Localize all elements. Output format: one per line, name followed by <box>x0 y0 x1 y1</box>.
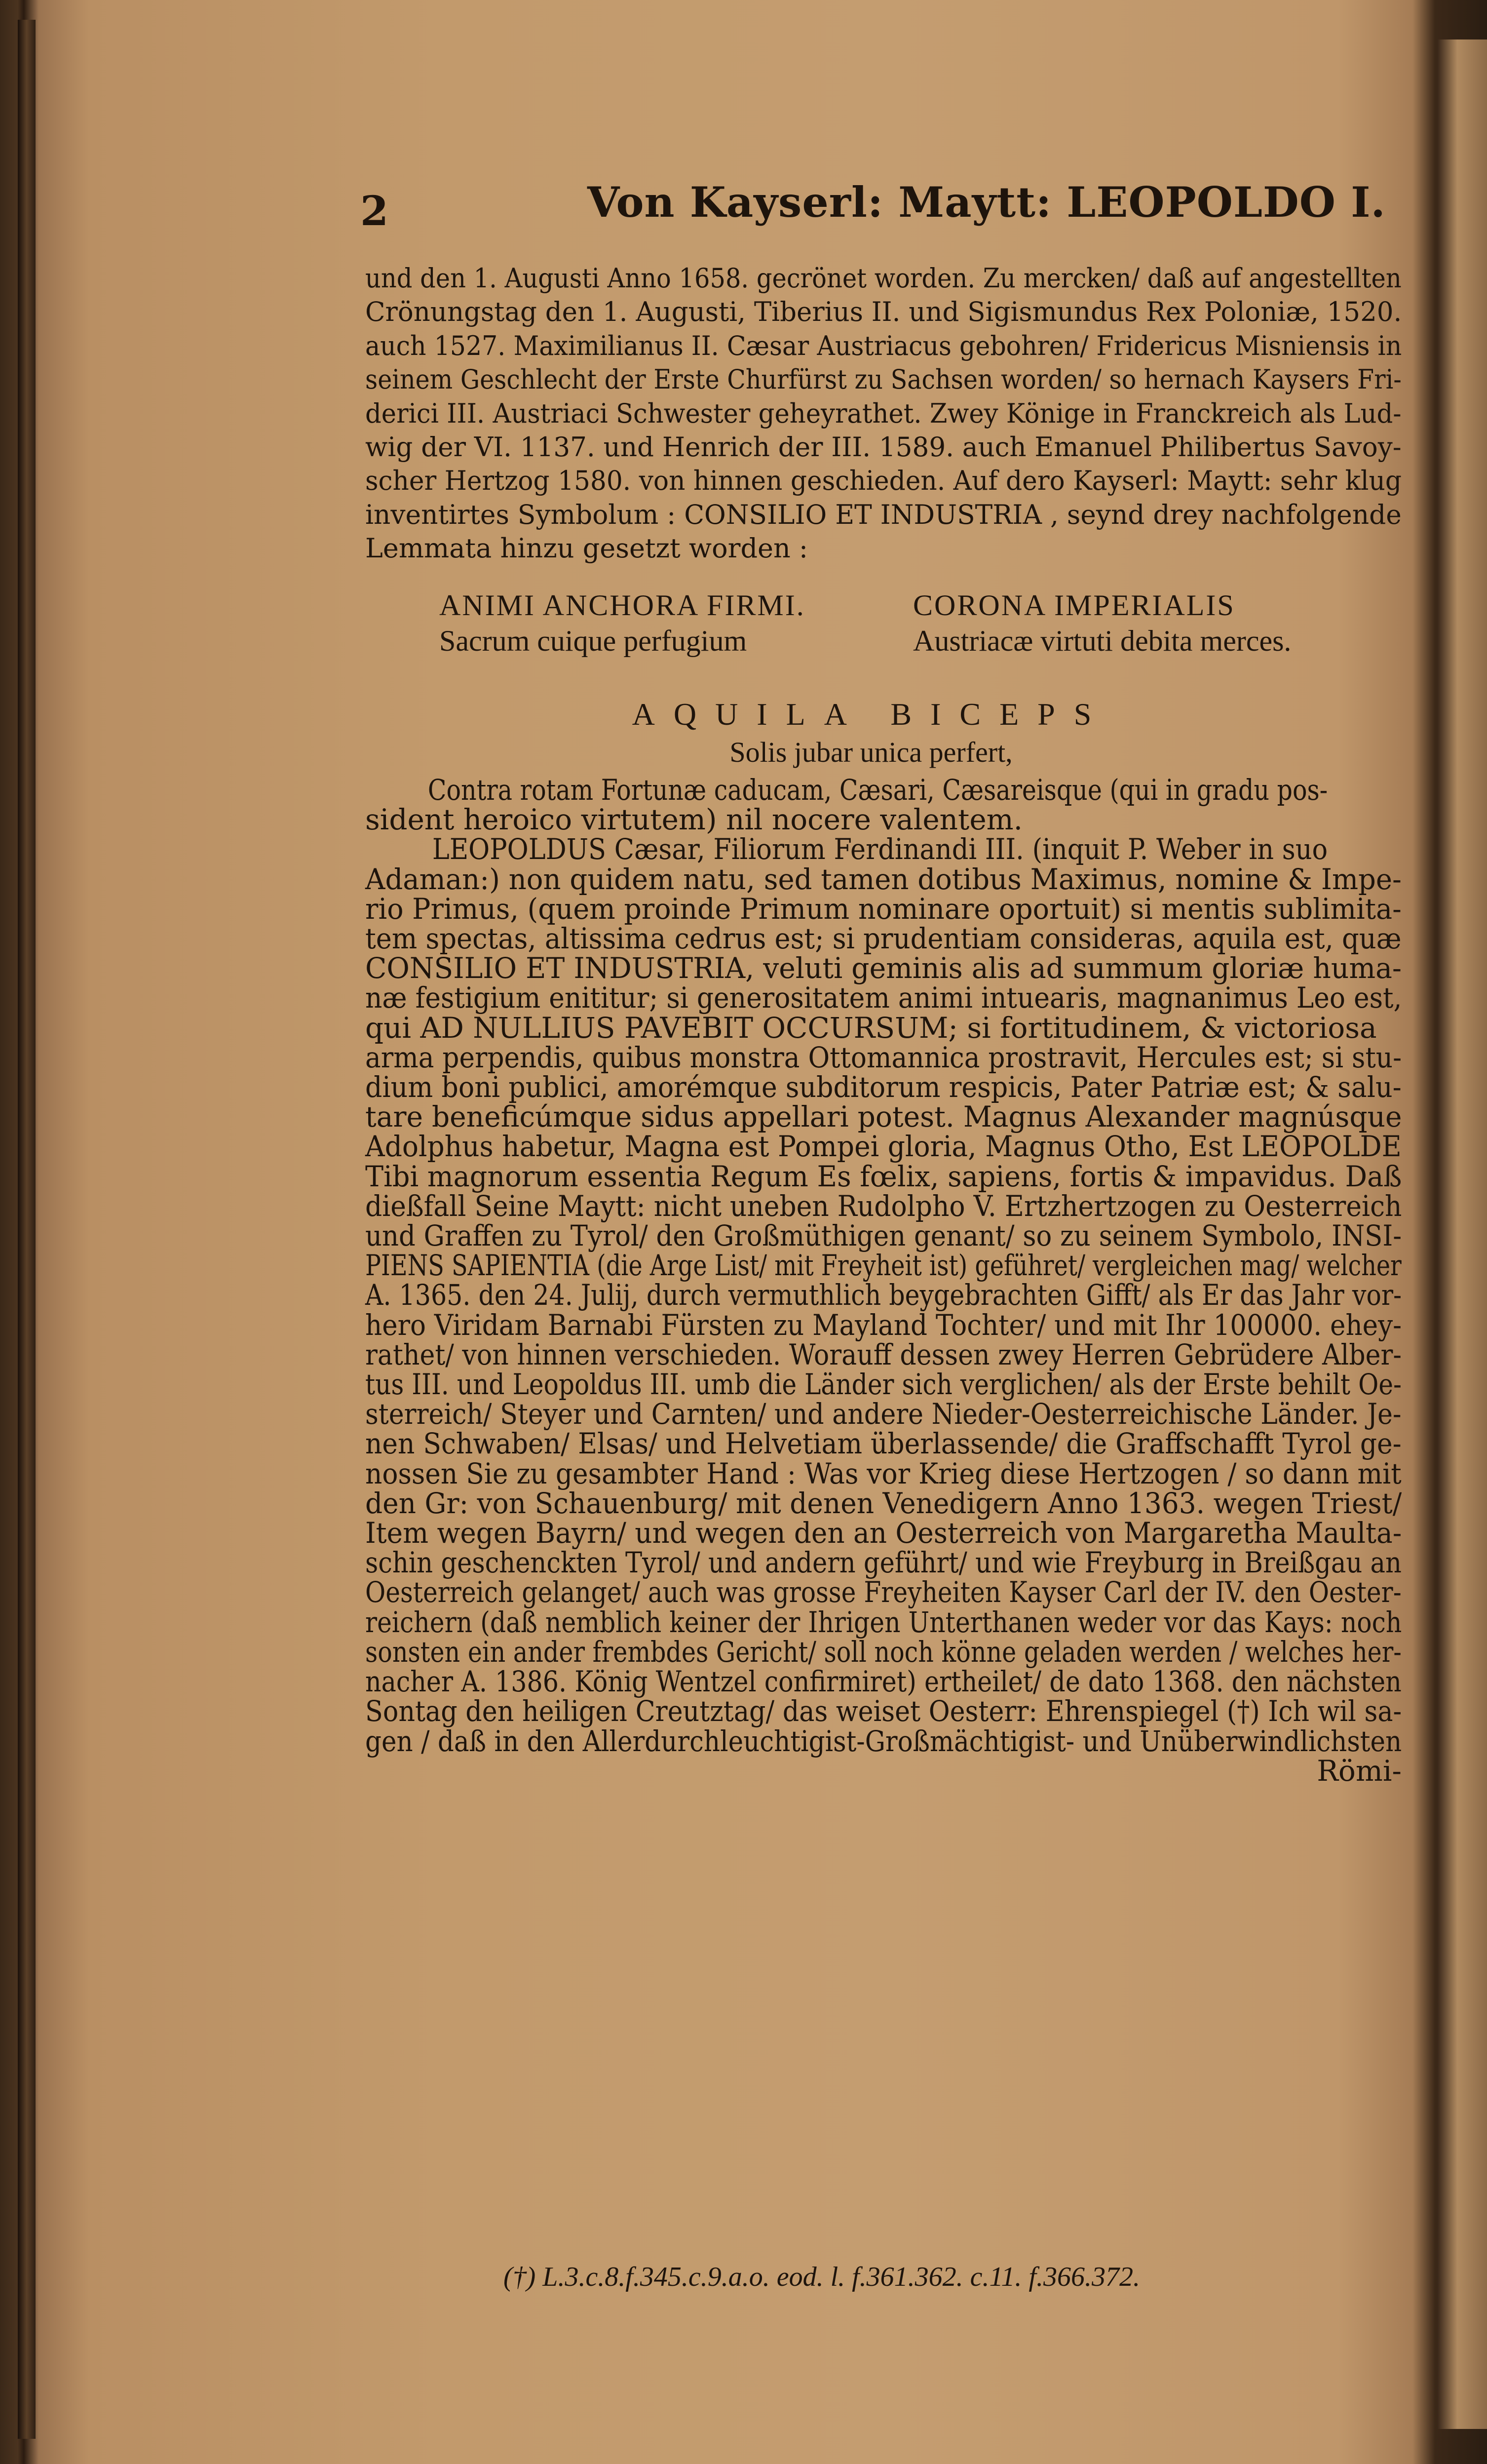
text-line: nossen Sie zu gesambter Hand : Was vor Krieg diese Hertzogen / so dann mit <box>365 1456 1402 1490</box>
text-line: Adolphus habetur, Magna est Pompei gloria, Magnus Otho, Est LEOPOLDE <box>365 1130 1402 1164</box>
lemma-anchora <box>439 587 933 659</box>
text-line: tare beneficúmque sidus appellari potest. Magnus Alexander magnúsque <box>365 1100 1402 1134</box>
text-line: tem spectas, altissima cedrus est; si prudentiam consideras, aquila est, quæ <box>365 922 1402 956</box>
text-line: derici III. Austriaci Schwester geheyrathet. Zwey Könige in Franckreich als Lud- <box>365 397 1402 429</box>
catchword: Römi- <box>1317 1754 1402 1788</box>
text-line: sterreich/ Steyer und Carnten/ und andere Nieder-Oesterreichische Länder. Je- <box>365 1397 1402 1431</box>
text-line: qui AD NULLIUS PAVEBIT OCCURSUM; si fortitudinem, & victoriosa <box>365 1011 1377 1045</box>
text-line: nacher A. 1386. König Wentzel confirmiret) ertheilet/ de dato 1368. den nächsten <box>365 1665 1402 1699</box>
page-header <box>341 178 1402 242</box>
lemma-text: Sacrum cuique perfugium <box>439 625 747 657</box>
text-line: tus III. und Leopoldus III. umb die Länder sich verglichen/ als der Erste behilt Oe- <box>365 1368 1402 1402</box>
text-line: reichern (daß nemblich keiner der Ihrigen Unterthanen weder vor das Kays: noch <box>365 1605 1402 1639</box>
page-number: 2 <box>360 188 389 235</box>
text-line: Oesterreich gelanget/ auch was grosse Freyheiten Kayser Carl der IV. den Oester- <box>365 1575 1402 1609</box>
text-line: scher Hertzog 1580. von hinnen geschieden. Auf dero Kayserl: Maytt: sehr klug <box>365 465 1402 497</box>
intro-paragraph <box>365 262 1402 566</box>
text-line: dium boni publici, amorémque subditorum respicis, Pater Patriæ est; & salu- <box>365 1070 1402 1104</box>
text-line: Lemmata hinzu gesetzt worden : <box>365 533 808 564</box>
text-line: und Graffen zu Tyrol/ den Großmüthigen genant/ so zu seinem Symbolo, INSI- <box>365 1219 1402 1253</box>
text-line: Contra rotam Fortunæ caducam, Cæsari, Cæsareisque (qui in gradu pos- <box>427 773 1328 807</box>
text-line: Tibi magnorum essentia Regum Es fœlix, sapiens, fortis & impavidus. Daß <box>365 1159 1402 1193</box>
text-line: Item wegen Bayrn/ und wegen den an Oesterreich von Margaretha Maulta- <box>365 1516 1402 1550</box>
text-line: Adaman:) non quidem natu, sed tamen dotibus Maximus, nomine & Impe- <box>365 862 1402 896</box>
running-title: Von Kayserl: Maytt: LEOPOLDO I. <box>587 178 1386 227</box>
text-line: schin geschenckten Tyrol/ und andern geführt/ und wie Freyburg in Breißgau an <box>365 1546 1402 1580</box>
main-paragraph <box>365 775 1402 1786</box>
text-line: LEOPOLDUS Cæsar, Filiorum Ferdinandi III. (inquit P. Weber in suo <box>432 832 1328 866</box>
text-line: wig der VI. 1137. und Henrich der III. 1589. auch Emanuel Philibertus Savoy- <box>365 431 1402 463</box>
text-line: und den 1. Augusti Anno 1658. gecrönet worden. Zu mercken/ daß auf angestellten <box>365 263 1402 294</box>
lemma-title: CORONA IMPERIALIS <box>913 589 1235 622</box>
aquila-subtitle: Solis jubar unica perfert, <box>729 736 1013 768</box>
text-line: nen Schwaben/ Elsas/ und Helvetiam überlassende/ die Graffschafft Tyrol ge- <box>365 1427 1402 1461</box>
text-line: A. 1365. den 24. Julij, durch vermuthlich beygebrachten Gifft/ als Er das Jahr vor- <box>365 1278 1402 1312</box>
text-line: CONSILIO ET INDUSTRIA, veluti geminis alis ad summum gloriæ huma- <box>365 951 1402 985</box>
lemma-corona <box>913 587 1407 659</box>
aquila-title: AQUILA BICEPS <box>632 697 1110 732</box>
text-line: sonsten ein ander frembdes Gericht/ soll noch könne geladen werden / welches her- <box>365 1635 1402 1669</box>
text-line: Crönungstag den 1. Augusti, Tiberius II. und Sigismundus Rex Poloniæ, 1520. <box>365 296 1402 328</box>
text-line: den Gr: von Schauenburg/ mit denen Venedigern Anno 1363. wegen Triest/ <box>365 1486 1402 1520</box>
text-line: auch 1527. Maximilianus II. Cæsar Austriacus gebohren/ Fridericus Misniensis in <box>365 330 1402 361</box>
text-line: rathet/ von hinnen verschieden. Worauff dessen zwey Herren Gebrüdere Alber- <box>365 1337 1402 1371</box>
text-line: Sontag den heiligen Creutztag/ das weiset Oesterr: Ehrenspiegel (†) Ich wil sa- <box>365 1694 1402 1728</box>
text-line: næ festigium enititur; si generositatem animi intuearis, magnanimus Leo est, <box>365 981 1402 1015</box>
text-line: PIENS SAPIENTIA (die Arge List/ mit Freyheit ist) geführet/ vergleichen mag/ welcher <box>365 1249 1402 1283</box>
text-line: rio Primus, (quem proinde Primum nominare oportuit) si mentis sublimita- <box>365 892 1402 926</box>
lemma-title: ANIMI ANCHORA FIRMI. <box>439 589 805 622</box>
book-page <box>341 178 1402 2292</box>
text-line: sident heroico virtutem) nil nocere valentem. <box>365 803 1023 837</box>
text-line: gen / daß in den Allerdurchleuchtigist-Großmächtigist- und Unüberwindlichsten <box>365 1724 1402 1758</box>
aquila-heading <box>341 696 1402 769</box>
book-binding-edge <box>18 20 36 2439</box>
text-line: arma perpendis, quibus monstra Ottomannica prostravit, Hercules est; si stu- <box>365 1040 1402 1074</box>
text-line: inventirtes Symbolum : CONSILIO ET INDUSTRIA , seynd drey nachfolgende <box>365 499 1402 530</box>
next-page-edge <box>1438 39 1487 2429</box>
text-line: seinem Geschlecht der Erste Churfürst zu Sachsen worden/ so hernach Kaysers Fri- <box>365 364 1402 395</box>
text-line: hero Viridam Barnabi Fürsten zu Mayland Tochter/ und mit Ihr 100000. ehey- <box>365 1308 1402 1342</box>
footnote: (†) L.3.c.8.f.345.c.9.a.o. eod. l. f.361.362. c.11. f.366.372. <box>503 2262 1140 2292</box>
lemma-text: Austriacæ virtuti debita merces. <box>913 625 1292 657</box>
text-line: dießfall Seine Maytt: nicht uneben Rudolpho V. Ertzhertzogen zu Oesterreich <box>365 1189 1402 1223</box>
